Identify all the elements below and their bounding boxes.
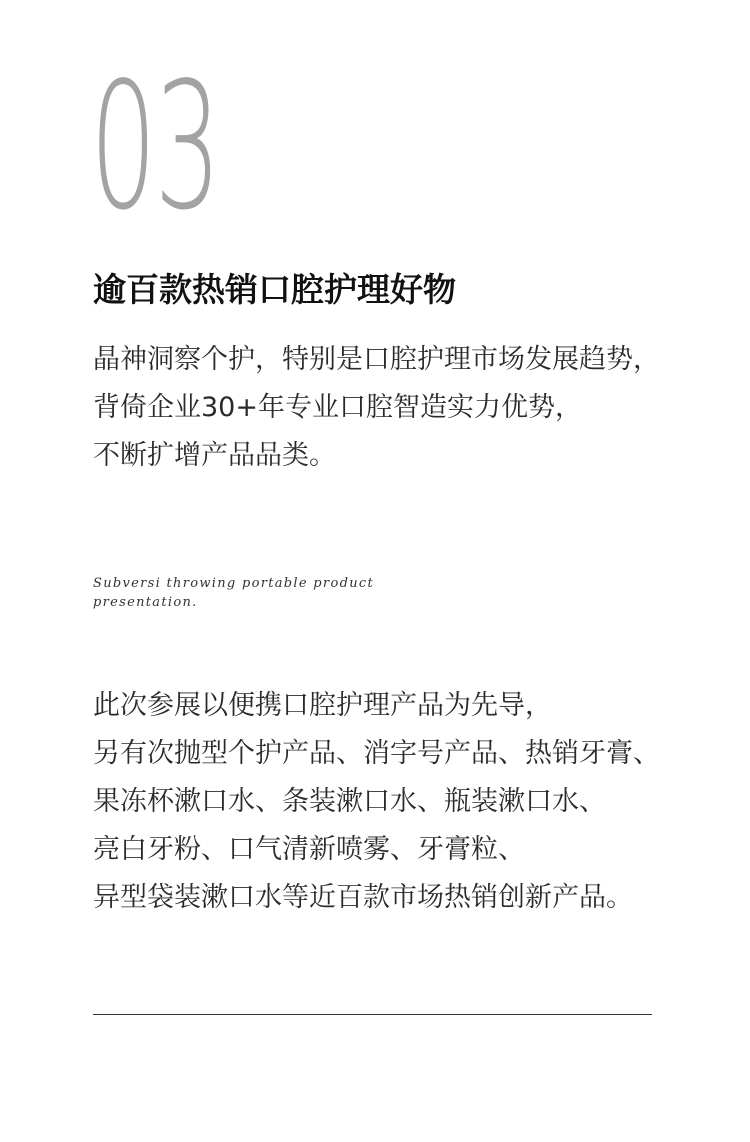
section-number: 03 bbox=[90, 46, 219, 249]
body-line: 果冻杯漱口水、条装漱口水、瓶装漱口水、 bbox=[93, 786, 606, 817]
body-line: 另有次抛型个护产品、消字号产品、热销牙膏、 bbox=[93, 738, 660, 769]
section-headline: 逾百款热销口腔护理好物 bbox=[93, 270, 456, 309]
bottom-divider bbox=[93, 1014, 652, 1015]
intro-line: 背倚企业30+年专业口腔智造实力优势， bbox=[93, 392, 582, 423]
body-line: 亮白牙粉、口气清新喷雾、牙膏粒、 bbox=[93, 834, 525, 865]
intro-line: 不断扩增产品品类。 bbox=[93, 440, 336, 471]
body-line: 异型袋装漱口水等近百款市场热销创新产品。 bbox=[93, 882, 633, 913]
intro-paragraph bbox=[93, 336, 713, 480]
body-line: 此次参展以便携口腔护理产品为先导， bbox=[93, 690, 552, 721]
body-paragraph bbox=[93, 682, 713, 922]
intro-line: 晶神洞察个护，特别是口腔护理市场发展趋势， bbox=[93, 344, 660, 375]
english-caption: Subversi throwing portable product presentation. bbox=[93, 576, 374, 610]
